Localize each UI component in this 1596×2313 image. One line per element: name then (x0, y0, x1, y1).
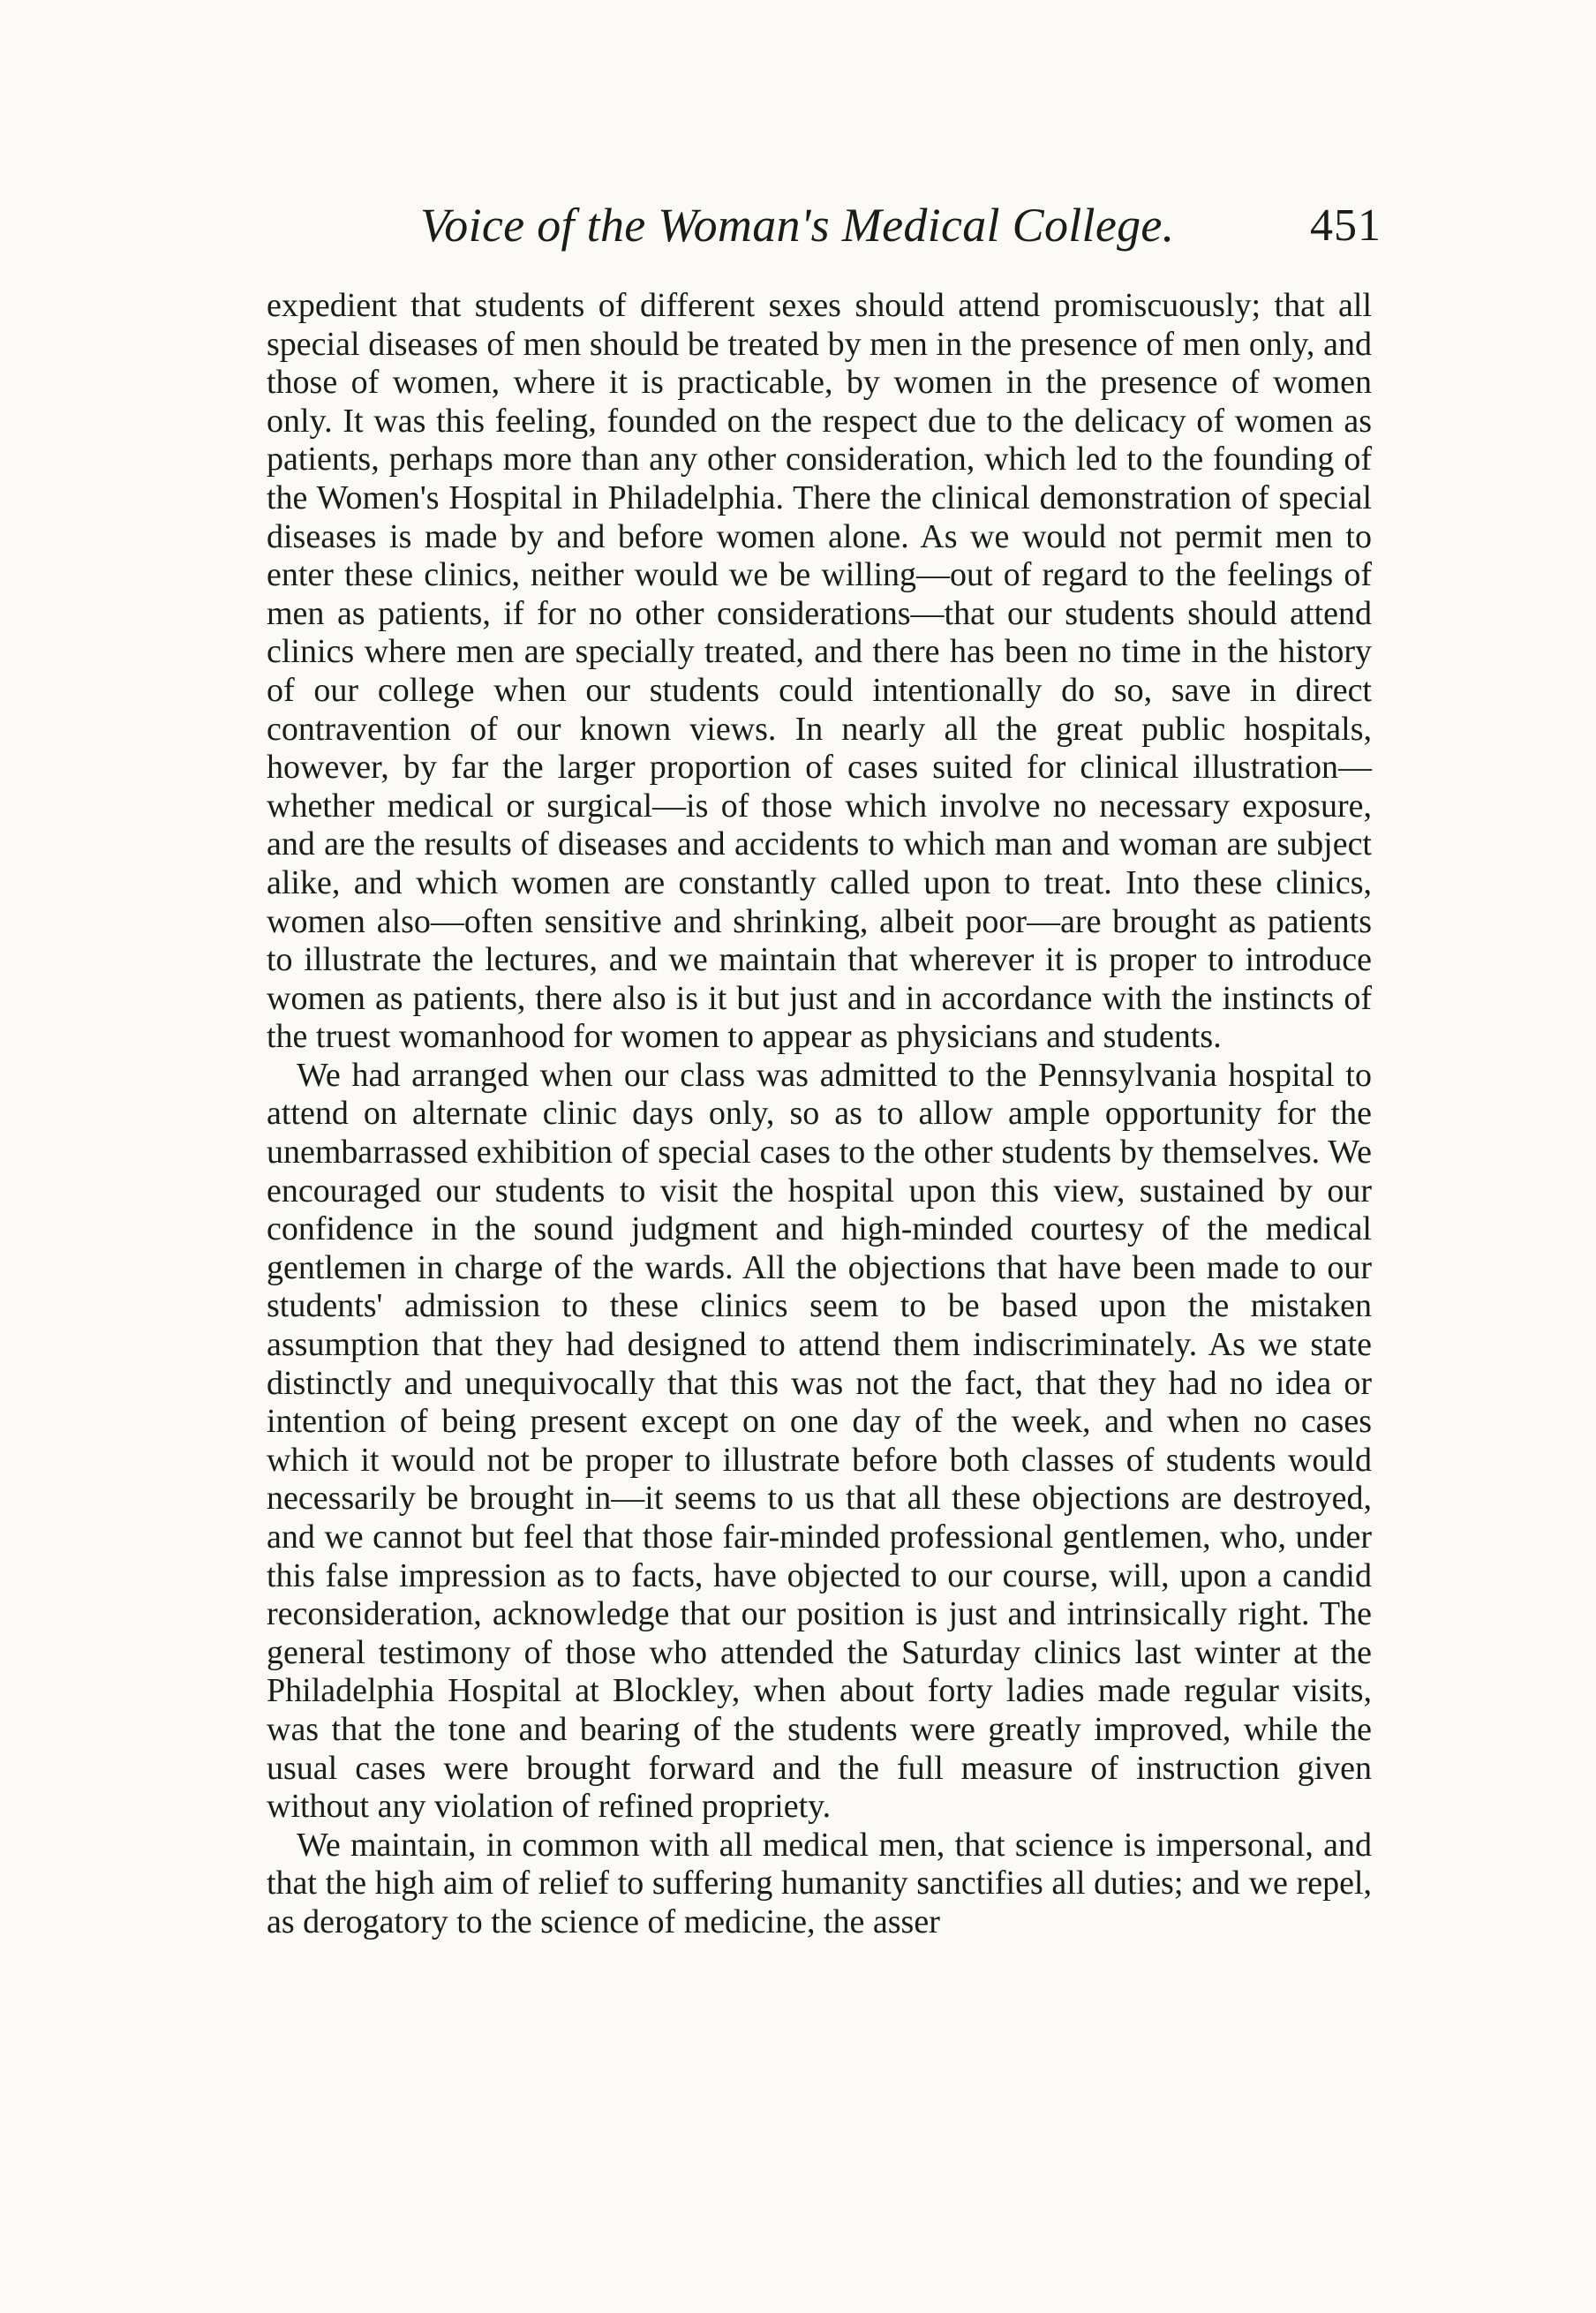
paragraph-continued: expedient that students of different sexes should attend promiscuously; that all special diseases of men should be treated by men in the presence of men only, and those of women, where it is practicable, by women in the presence of women only. It was this feeling, founded on the respect due to the delicacy of women as patients, perhaps more than any other consideration, which led to the founding of the Women's Hospital in Philadelphia. There the clinical demonstration of special diseases is made by and before women alone. As we would not permit men to enter these clinics, neither would we be willing—out of regard to the feelings of men as patients, if for no other considerations—that our students should attend clinics where men are specially treated, and there has been no time in the history of our college when our students could intentionally do so, save in direct contravention of our known views. In nearly all the great public hospitals, however, by far the larger proportion of cases suited for clinical illustration—whether medical or surgical—is of those which involve no necessary exposure, and are the results of diseases and accidents to which man and woman are subject alike, and which women are constantly called upon to treat. Into these clinics, women also—often sensitive and shrinking, albeit poor—are brought as patients to illustrate the lectures, and we maintain that wherever it is proper to introduce women as patients, there also is it but just and in accordance with the instincts of the truest womanhood for women to appear as physicians and students. (267, 287, 1372, 1056)
body-text (267, 287, 1372, 1942)
running-header (265, 198, 1381, 261)
paragraph-pennsylvania-hospital: We had arranged when our class was admitted to the Pennsylvania hospital to attend on alternate clinic days only, so as to allow ample opportunity for the unembarrassed exhibition of special cases to the other students by themselves. We encouraged our students to visit the hospital upon this view, sustained by our confidence in the sound judgment and high-minded courtesy of the medical gentlemen in charge of the wards. All the objections that have been made to our students' admission to these clinics seem to be based upon the mistaken assumption that they had designed to attend them indiscriminately. As we state distinctly and unequivocally that this was not the fact, that they had no idea or intention of being present except on one day of the week, and when no cases which it would not be proper to illustrate before both classes of students would necessarily be brought in—it seems to us that all these objections are destroyed, and we cannot but feel that those fair-minded professional gentlemen, who, under this false impression as to facts, have objected to our course, will, upon a candid reconsideration, acknowledge that our position is just and intrinsically right. The general testimony of those who attended the Saturday clinics last winter at the Philadelphia Hospital at Blockley, when about forty ladies made regular visits, was that the tone and bearing of the students were greatly improved, while the usual cases were brought forward and the full measure of instruction given without any violation of refined propriety. (267, 1056, 1372, 1826)
page-number: 451 (1310, 200, 1381, 251)
running-title: Voice of the Woman's Medical College. (420, 199, 1175, 252)
paragraph-science-impersonal: We maintain, in common with all medical men, that science is impersonal, and that the high aim of relief to suffering humanity sanctifies all duties; and we repel, as derogatory to the science of medicine, the asser (267, 1826, 1372, 1940)
